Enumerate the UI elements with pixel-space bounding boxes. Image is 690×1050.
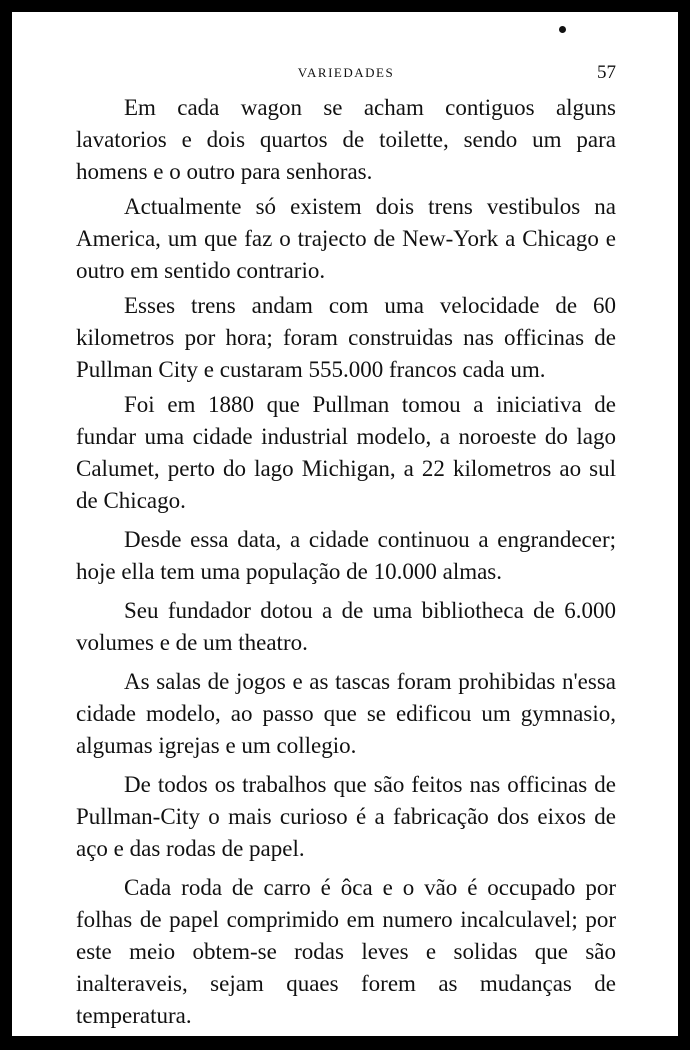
paragraph-5: Desde essa data, a cidade continuou a engrandecer; hoje ella tem uma população de 10.000 almas. — [76, 527, 616, 584]
paragraph-3: Esses trens andam com uma velocidade de 60 kilometros por hora; foram construidas nas officinas de Pullman City e custaram 555.000 francos cada um. — [76, 293, 616, 382]
book-page — [12, 12, 678, 1036]
page-number: 57 — [597, 62, 616, 83]
paragraph-2: Actualmente só existem dois trens vestibulos na America, um que faz o trajecto de New-York a Chicago e outro em sentido contrario. — [76, 194, 616, 283]
running-head — [76, 62, 616, 84]
ink-speck — [559, 26, 566, 33]
running-title: VARIEDADES — [297, 65, 395, 80]
body-text — [76, 92, 616, 1035]
paragraph-6: Seu fundador dotou a de uma bibliotheca de 6.000 volumes e de um theatro. — [76, 598, 616, 655]
paragraph-8: De todos os trabalhos que são feitos nas officinas de Pullman-City o mais curioso é a fabricação dos eixos de aço e das rodas de papel. — [76, 772, 616, 861]
paragraph-9: Cada roda de carro é ôca e o vão é occupado por folhas de papel comprimido em numero incalculavel; por este meio obtem-se rodas leves e solidas que são inalteraveis, sejam quaes forem as mudanças de temperatura. — [76, 875, 616, 1028]
paragraph-7: As salas de jogos e as tascas foram prohibidas n'essa cidade modelo, ao passo que se edificou um gymnasio, algumas igrejas e um collegio. — [76, 669, 616, 758]
paragraph-4: Foi em 1880 que Pullman tomou a iniciativa de fundar uma cidade industrial modelo, a noroeste do lago Calumet, perto do lago Michigan, a 22 kilometros ao sul de Chicago. — [76, 392, 616, 513]
paragraph-1: Em cada wagon se acham contiguos alguns lavatorios e dois quartos de toilette, sendo um para homens e o outro para senhoras. — [76, 95, 616, 184]
